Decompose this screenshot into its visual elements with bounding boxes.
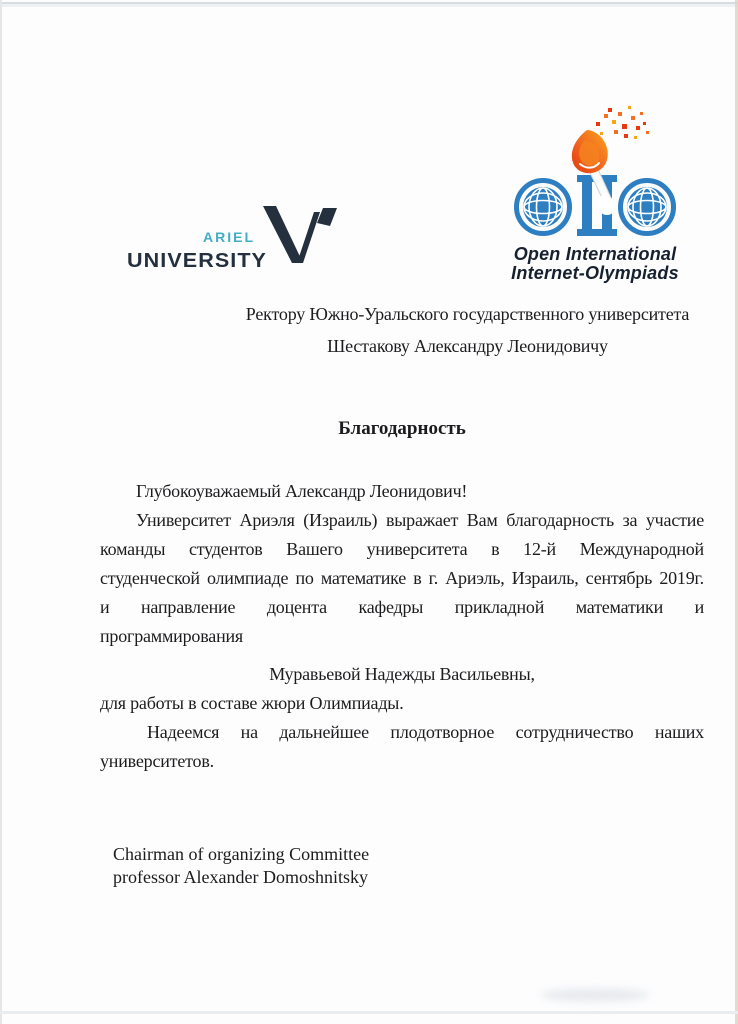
addressee-line1: Ректору Южно-Уральского государственного университета bbox=[245, 304, 690, 324]
addressee-block bbox=[230, 298, 705, 362]
body-line: команды студентов Вашего университета в 12-й Международной bbox=[100, 539, 704, 559]
scan-edge-top-soft bbox=[0, 4, 738, 7]
scan-edge-bottom bbox=[0, 1011, 738, 1014]
oiio-globes-torch-icon bbox=[488, 100, 702, 240]
body-line: Надеемся на дальнейшее плодотворное сотрудничество наших bbox=[147, 722, 704, 742]
letter-body bbox=[100, 477, 704, 776]
signature-line1: Chairman of organizing Committee bbox=[113, 844, 370, 864]
oiio-logo bbox=[488, 100, 702, 283]
letter-title: Благодарность bbox=[338, 418, 466, 439]
body-line: Университет Ариэля (Израиль) выражает Вам благодарность за участие bbox=[136, 510, 704, 530]
signature-block bbox=[113, 843, 369, 889]
ariel-logo-word-main: UNIVERSITY bbox=[127, 250, 267, 272]
oiio-caption-line2: Internet-Olympiads bbox=[511, 263, 679, 283]
ariel-logo-word-accent: ARIEL bbox=[203, 229, 255, 245]
globe-icon bbox=[517, 181, 570, 234]
scan-smudge bbox=[540, 988, 650, 1002]
globe-icon bbox=[621, 181, 674, 234]
body-line: Глубокоуважаемый Александр Леонидович! bbox=[136, 481, 468, 501]
torch-flame-icon bbox=[572, 106, 649, 173]
addressee-line2: Шестакову Александру Леонидовичу bbox=[327, 336, 608, 356]
signature-line2: professor Alexander Domoshnitsky bbox=[113, 867, 368, 887]
scan-edge-left bbox=[0, 0, 2, 1024]
body-line: для работы в составе жюри Олимпиады. bbox=[100, 693, 404, 713]
oiio-caption-line1: Open International bbox=[513, 244, 677, 264]
body-line: и направление доцента кафедры прикладной математики и bbox=[100, 597, 704, 617]
ariel-check-mark-icon bbox=[118, 200, 348, 275]
body-line: программирования bbox=[100, 626, 244, 646]
body-line: университетов. bbox=[100, 751, 214, 771]
body-line: студенческой олимпиаде по математике в г. Ариэль, Израиль, сентябрь 2019г. bbox=[100, 568, 704, 588]
body-line-honoree: Муравьевой Надежды Васильевны, bbox=[269, 664, 535, 684]
ariel-university-logo bbox=[118, 200, 348, 275]
